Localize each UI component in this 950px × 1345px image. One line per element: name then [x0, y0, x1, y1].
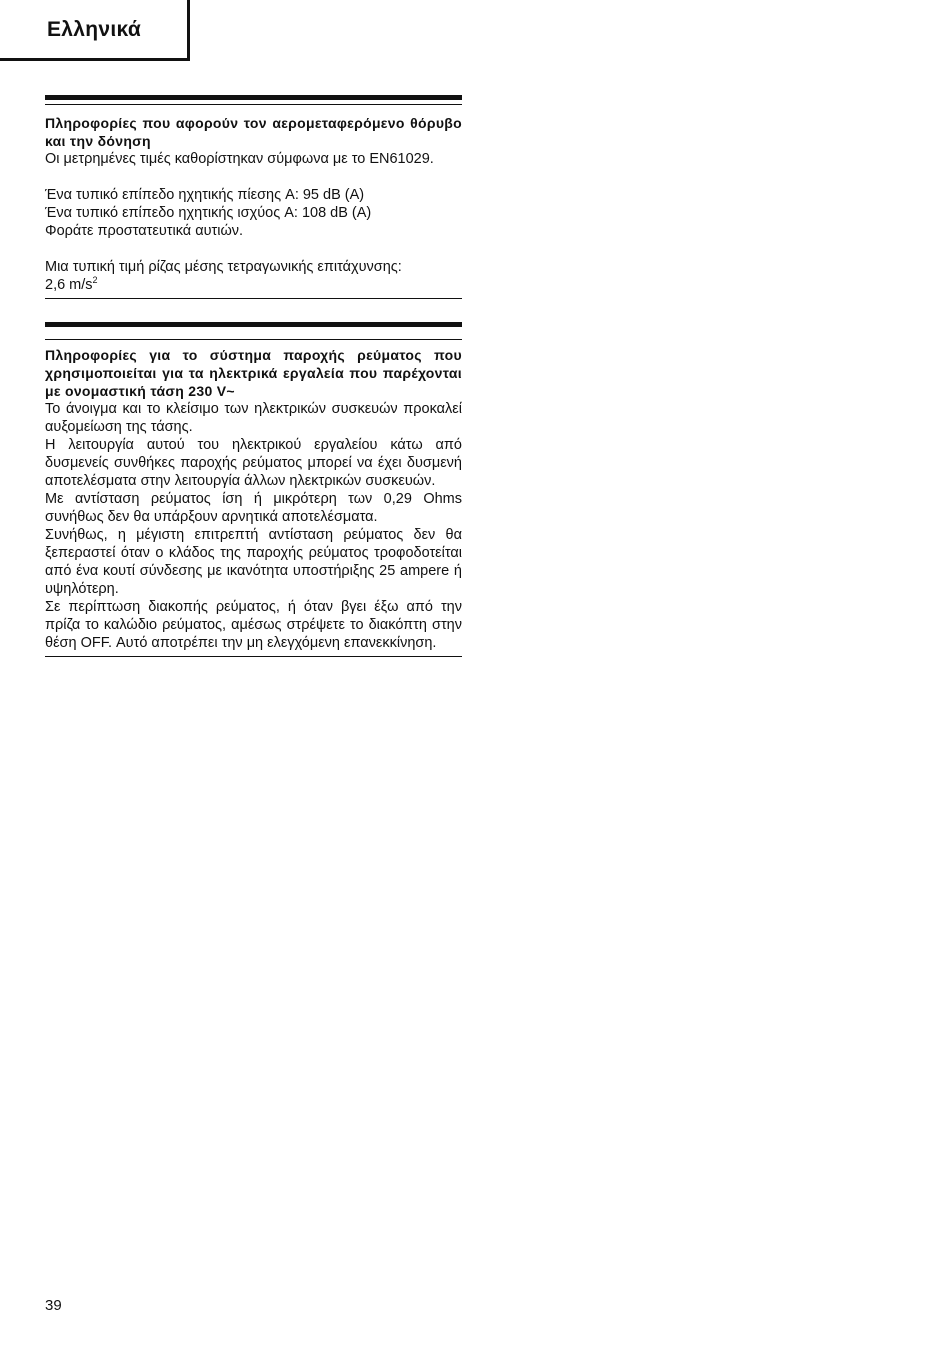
noise-heading: Πληροφορίες που αφορούν τον αερομεταφερόμενο θόρυβο και την δόνηση [45, 115, 462, 149]
noise-section [45, 95, 462, 299]
page-number: 39 [45, 1297, 62, 1314]
language-label: Ελληνικά [47, 18, 142, 41]
vibration-exponent: 2 [92, 275, 98, 285]
power-paragraph: Σε περίπτωση διακοπής ρεύματος, ή όταν βγει έξω από την πρίζα το καλώδιο ρεύματος, αμέσως στρέψετε το διακόπτη στην θέση OFF. Αυτό αποτρέπει την μη ελεγχόμενη επανεκκίνηση. [45, 599, 462, 651]
section-rule-thick [45, 95, 462, 100]
section-rule-thin [45, 298, 462, 299]
power-paragraph: Η λειτουργία αυτού του ηλεκτρικού εργαλείου κάτω από δυσμενείς συνθήκες παροχής ρεύματος μπορεί να έχει δυσμενή αποτελέσματα στην λειτουργία άλλων ηλεκτρικών συσκευών. [45, 437, 462, 489]
sound-pressure-level: Ένα τυπικό επίπεδο ηχητικής πίεσης A: 95 dB (A) [45, 187, 365, 203]
vibration-number: 2,6 m/s [45, 277, 93, 293]
power-heading: Πληροφορίες για το σύστημα παροχής ρεύματος που χρησιμοποιείται για τα ηλεκτρικά εργαλεία που παρέχονται με ονομαστική τάση 230 V~ [45, 347, 462, 399]
power-paragraph: Με αντίσταση ρεύματος ίση ή μικρότερη των 0,29 Ohms συνήθως δεν θα υπάρξουν αρνητικά αποτελέσματα. [45, 491, 462, 525]
ear-protection-note: Φοράτε προστατευτικά αυτιών. [45, 223, 244, 239]
vibration-value [45, 276, 462, 294]
section-rule-thin [45, 656, 462, 657]
section-rule-thick [45, 322, 462, 327]
noise-intro: Οι μετρημένες τιμές καθορίστηκαν σύμφωνα με το EN61029. [45, 151, 434, 167]
power-paragraph: Συνήθως, η μέγιστη επιτρεπτή αντίσταση ρεύματος δεν θα ξεπεραστεί όταν ο κλάδος της παροχής ρεύματος τροφοδοτείται από ένα κουτί σύνδεσης με ικανότητα υποστήριξης 25 ampere ή υψηλότερη. [45, 527, 462, 597]
power-section [45, 322, 462, 657]
language-tab [0, 0, 190, 61]
power-paragraph: Το άνοιγμα και το κλείσιμο των ηλεκτρικών συσκευών προκαλεί αυξομείωση της τάσης. [45, 401, 462, 435]
sound-power-level: Ένα τυπικό επίπεδο ηχητικής ισχύος A: 108 dB (A) [45, 205, 372, 221]
vibration-label: Μια τυπική τιμή ρίζας μέσης τετραγωνικής επιτάχυνσης: [45, 259, 402, 275]
